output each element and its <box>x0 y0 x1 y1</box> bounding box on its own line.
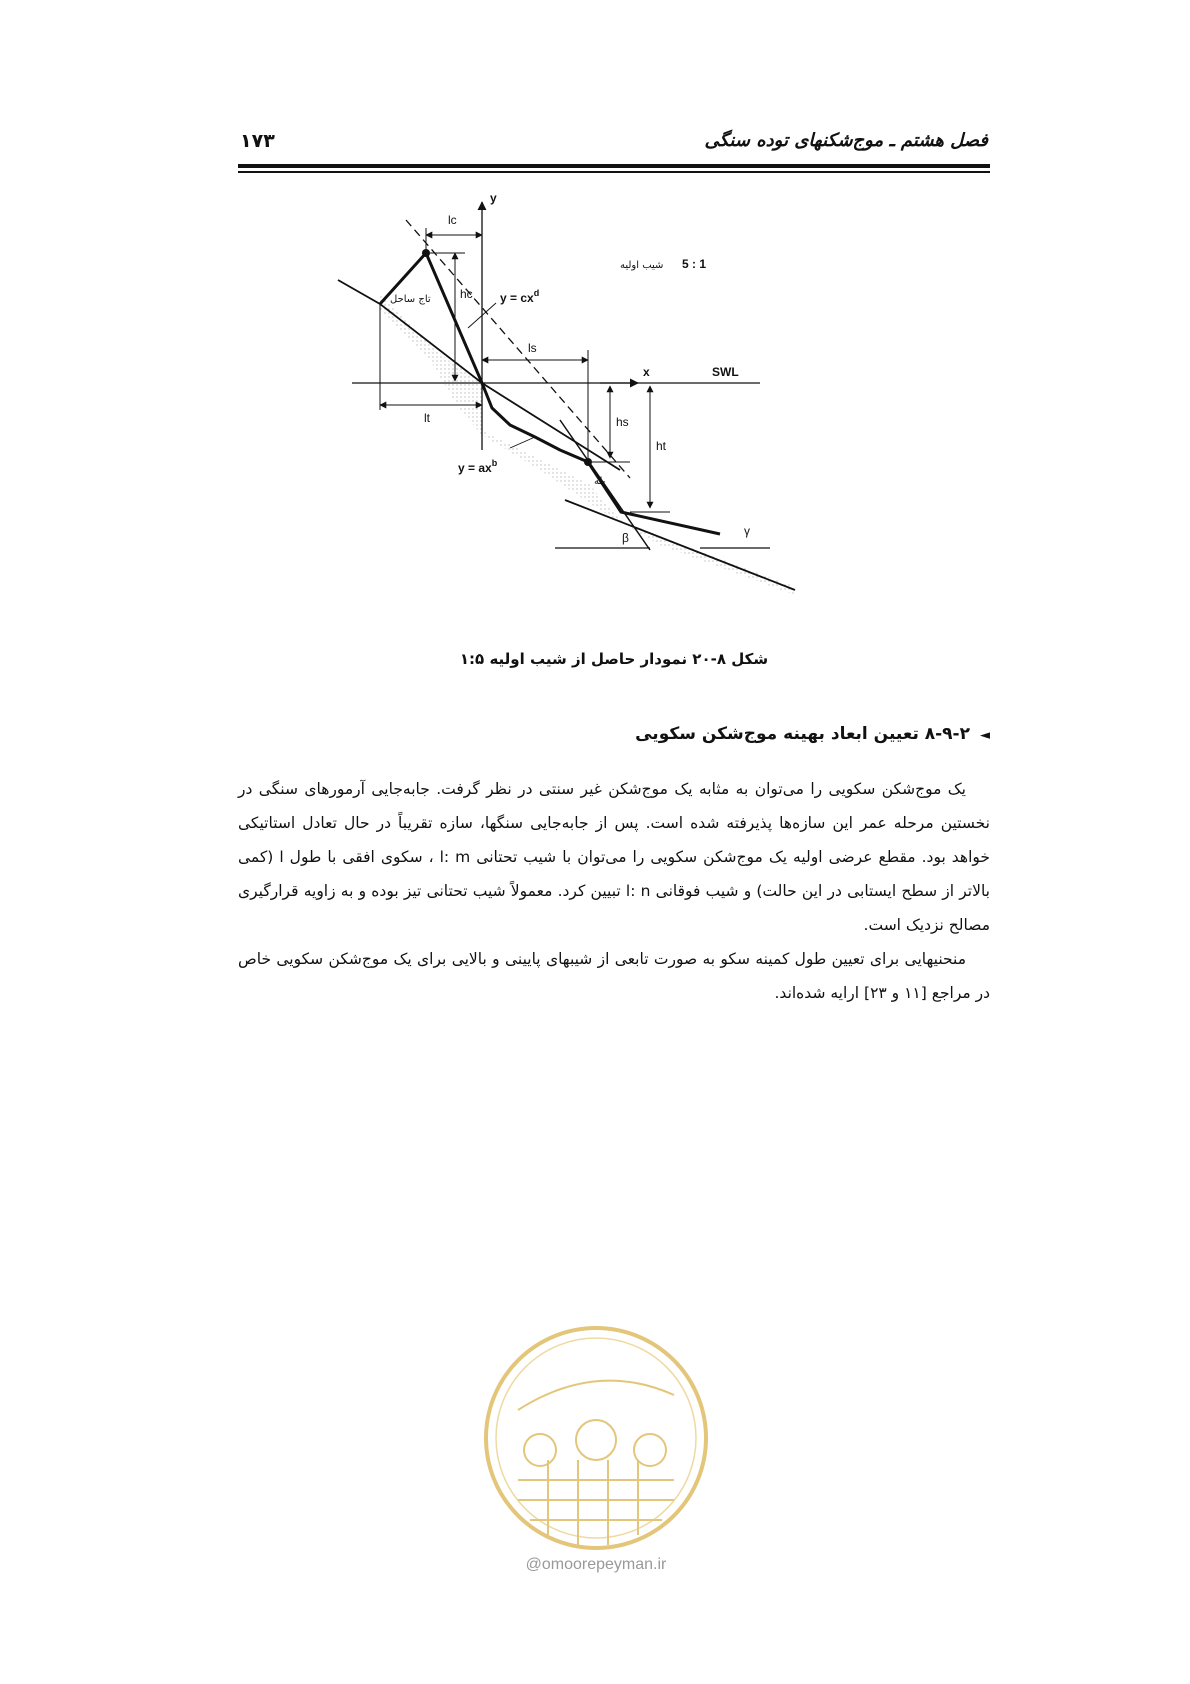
lower-curve-leader <box>510 437 535 448</box>
chapter-title: فصل هشتم ـ موج‌شکنهای توده سنگی <box>704 130 988 151</box>
reshaped-profile-line <box>380 253 720 534</box>
lower-slope-line <box>565 500 795 590</box>
body-text <box>238 772 990 1010</box>
x-axis-label: x <box>643 365 650 379</box>
initial-slope-dashed <box>406 220 630 478</box>
header-rule-thin <box>238 171 990 173</box>
watermark-logo <box>478 1320 714 1556</box>
y-axis-label: y <box>490 191 497 205</box>
bullet-icon: ◄ <box>980 728 990 743</box>
hs-label: hs <box>616 415 629 429</box>
ls-label: ls <box>528 341 537 355</box>
lower-curve-label: $y = ax^b$ <box>458 458 498 475</box>
figure-caption: شکل ۸-۲۰ نمودار حاصل از شیب اولیه ۱:۵ <box>459 650 769 668</box>
crest-curve-label: $y = cx^d$ <box>500 288 540 305</box>
profile-diagram <box>360 191 840 640</box>
breakwater-profile-figure <box>360 191 840 640</box>
paragraph-2: منحنیهایی برای تعیین طول کمینه سکو به صورت تابعی از شیبهای پایینی و بالایی برای یک موج‌شکن سکویی خاص در مراجع [۱۱ و ۲۳] ارایه شده‌اند. <box>238 950 990 1002</box>
step-label: پله <box>594 476 606 487</box>
swl-label: SWL <box>712 365 739 379</box>
hc-label: hc <box>460 287 473 301</box>
gamma-label: γ <box>744 524 750 538</box>
section-heading-text: ۸-۹-۲ تعیین ابعاد بهینه موج‌شکن سکویی <box>635 724 970 744</box>
header-rule-thick <box>238 164 990 168</box>
page-header <box>238 128 990 168</box>
crest-point <box>422 249 430 257</box>
watermark-seal-icon <box>478 1320 714 1556</box>
page-number: ۱۷۳ <box>240 130 275 152</box>
lc-label: lc <box>448 213 457 227</box>
slope-note-text: شیب اولیه <box>620 260 664 271</box>
slope-note-ratio: 5 : 1 <box>682 257 707 271</box>
beta-label: β <box>622 531 629 545</box>
section-heading <box>238 724 990 744</box>
beach-crest-label: تاج ساحل <box>390 294 431 305</box>
lt-label: lt <box>424 411 430 425</box>
paragraph-1: یک موج‌شکن سکویی را می‌توان به مثابه یک موج‌شکن غیر سنتی در نظر گرفت. جابه‌جایی آرمورهای سنگی در نخستین مرحله عمر این سازه‌ها پذیرفته شده است. پس از جابه‌جایی سنگها، سازه تقریباً در حال تعادل استاتیکی خواهد بود. مقطع عرضی اولیه یک موج‌شکن سکویی را می‌توان با شیب تحتانی l: m ، سکوی افقی با طول l (کمی بالاتر از سطح ایستابی در این حالت) و شیب فوقانی l: n تبیین کرد. معمولاً شیب تحتانی تیز بوده و به زاویه قرارگیری مصالح نزدیک است. <box>238 780 990 934</box>
ht-label: ht <box>656 439 667 453</box>
watermark-url: @omoorepeyman.ir <box>525 1556 667 1573</box>
